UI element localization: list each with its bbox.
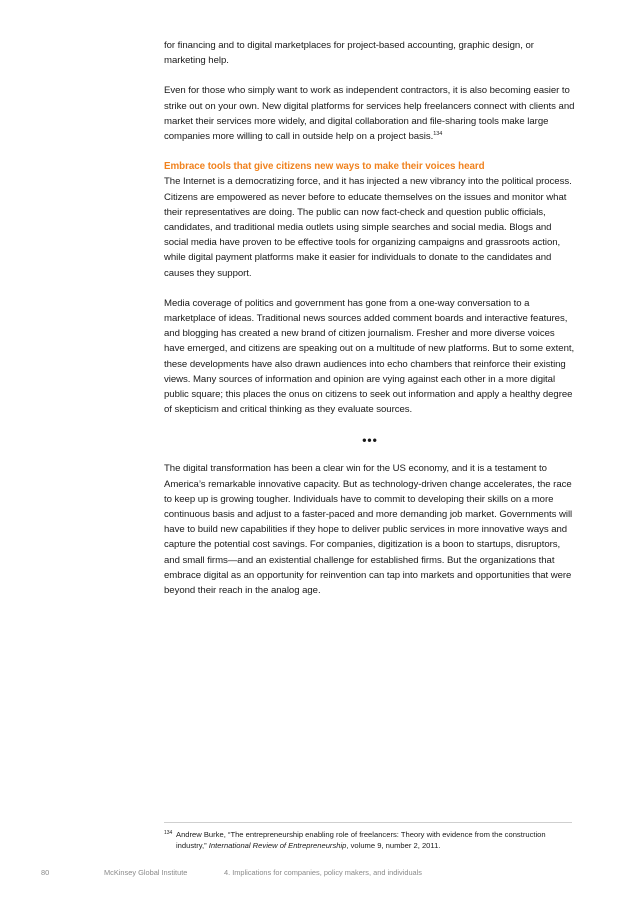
footnote-reference[interactable]: 134 [433, 131, 443, 138]
paragraph-3: The Internet is a democratizing force, and it has injected a new vibrancy into the political process. Citizens are empowered as never before to educate themselves on the issues and monitor what their representatives are doing. The public can now fact-check and question public officials, candidates, and traditional media outlets using simple searches and social media. Blogs and social media have proven to be effective tools for organizing campaigns and grassroots action, while digital payment platforms make it easier for individuals to donate to the candidates and causes they support. [164, 176, 572, 279]
footnote-text-after: , volume 9, number 2, 2011. [346, 841, 441, 850]
footer-chapter: 4. Implications for companies, policy makers, and individuals [224, 868, 422, 877]
footnote-journal: International Review of Entrepreneurship [208, 841, 347, 850]
paragraph-2-text: Even for those who simply want to work as independent contractors, it is also becoming easier to strike out on your own. New digital platforms for services help freelancers connect with clients and market their services more widely, and digital collaboration and file-sharing tools make large companies more willing to call in outside help on a project basis. [164, 85, 575, 143]
paragraph-5: The digital transformation has been a clear win for the US economy, and it is a testament to America’s remarkable innovative capacity. But as technology-driven change accelerates, the race to keep up is growing tougher. Individuals have to commit to developing their skills on a more continuous basis and adjust to a faster-paced and more demanding job market. Governments will have to build new capabilities if they hope to deliver public services in more innovative ways and capture the potential cost savings. For companies, digitization is a boon to startups, disruptors, and small firms—and an existential challenge for established firms. But the organizations that embrace digital as an opportunity for reinvention can tap into markets and opportunities that were beyond their reach in the analog age. [164, 463, 573, 597]
footnote [164, 829, 574, 851]
main-content [164, 38, 576, 613]
footer-organization: McKinsey Global Institute [104, 868, 188, 877]
section-separator: ••• [362, 433, 378, 448]
page-number: 80 [41, 868, 50, 877]
paragraph-1: for financing and to digital marketplaces for project-based accounting, graphic design, or marketing help. [164, 40, 534, 67]
section-heading: Embrace tools that give citizens new ways to make their voices heard [164, 161, 485, 173]
footnote-text-before: Andrew Burke, “The entrepreneurship enabling role of freelancers: Theory with evidence from the construction industry,” [176, 830, 546, 850]
paragraph-4: Media coverage of politics and government has gone from a one-way conversation to a marketplace of ideas. Traditional news sources added comment boards and interactive features, and blogging has created a new brand of citizen journalism. Fresher and more diverse voices have emerged, and citizens are speaking out on a multitude of new platforms. But to some extent, these developments have also drawn audiences into echo chambers that reinforce their existing views. Many sources of information and opinion are vying against each other in a more digital public square; this places the onus on citizens to seek out information and apply a healthy degree of skepticism and critical thinking as they evaluate sources. [164, 297, 575, 416]
footnote-text [164, 829, 574, 851]
footnote-number: 134 [164, 830, 173, 836]
footnote-divider [164, 822, 572, 823]
paragraph-2 [164, 83, 576, 144]
